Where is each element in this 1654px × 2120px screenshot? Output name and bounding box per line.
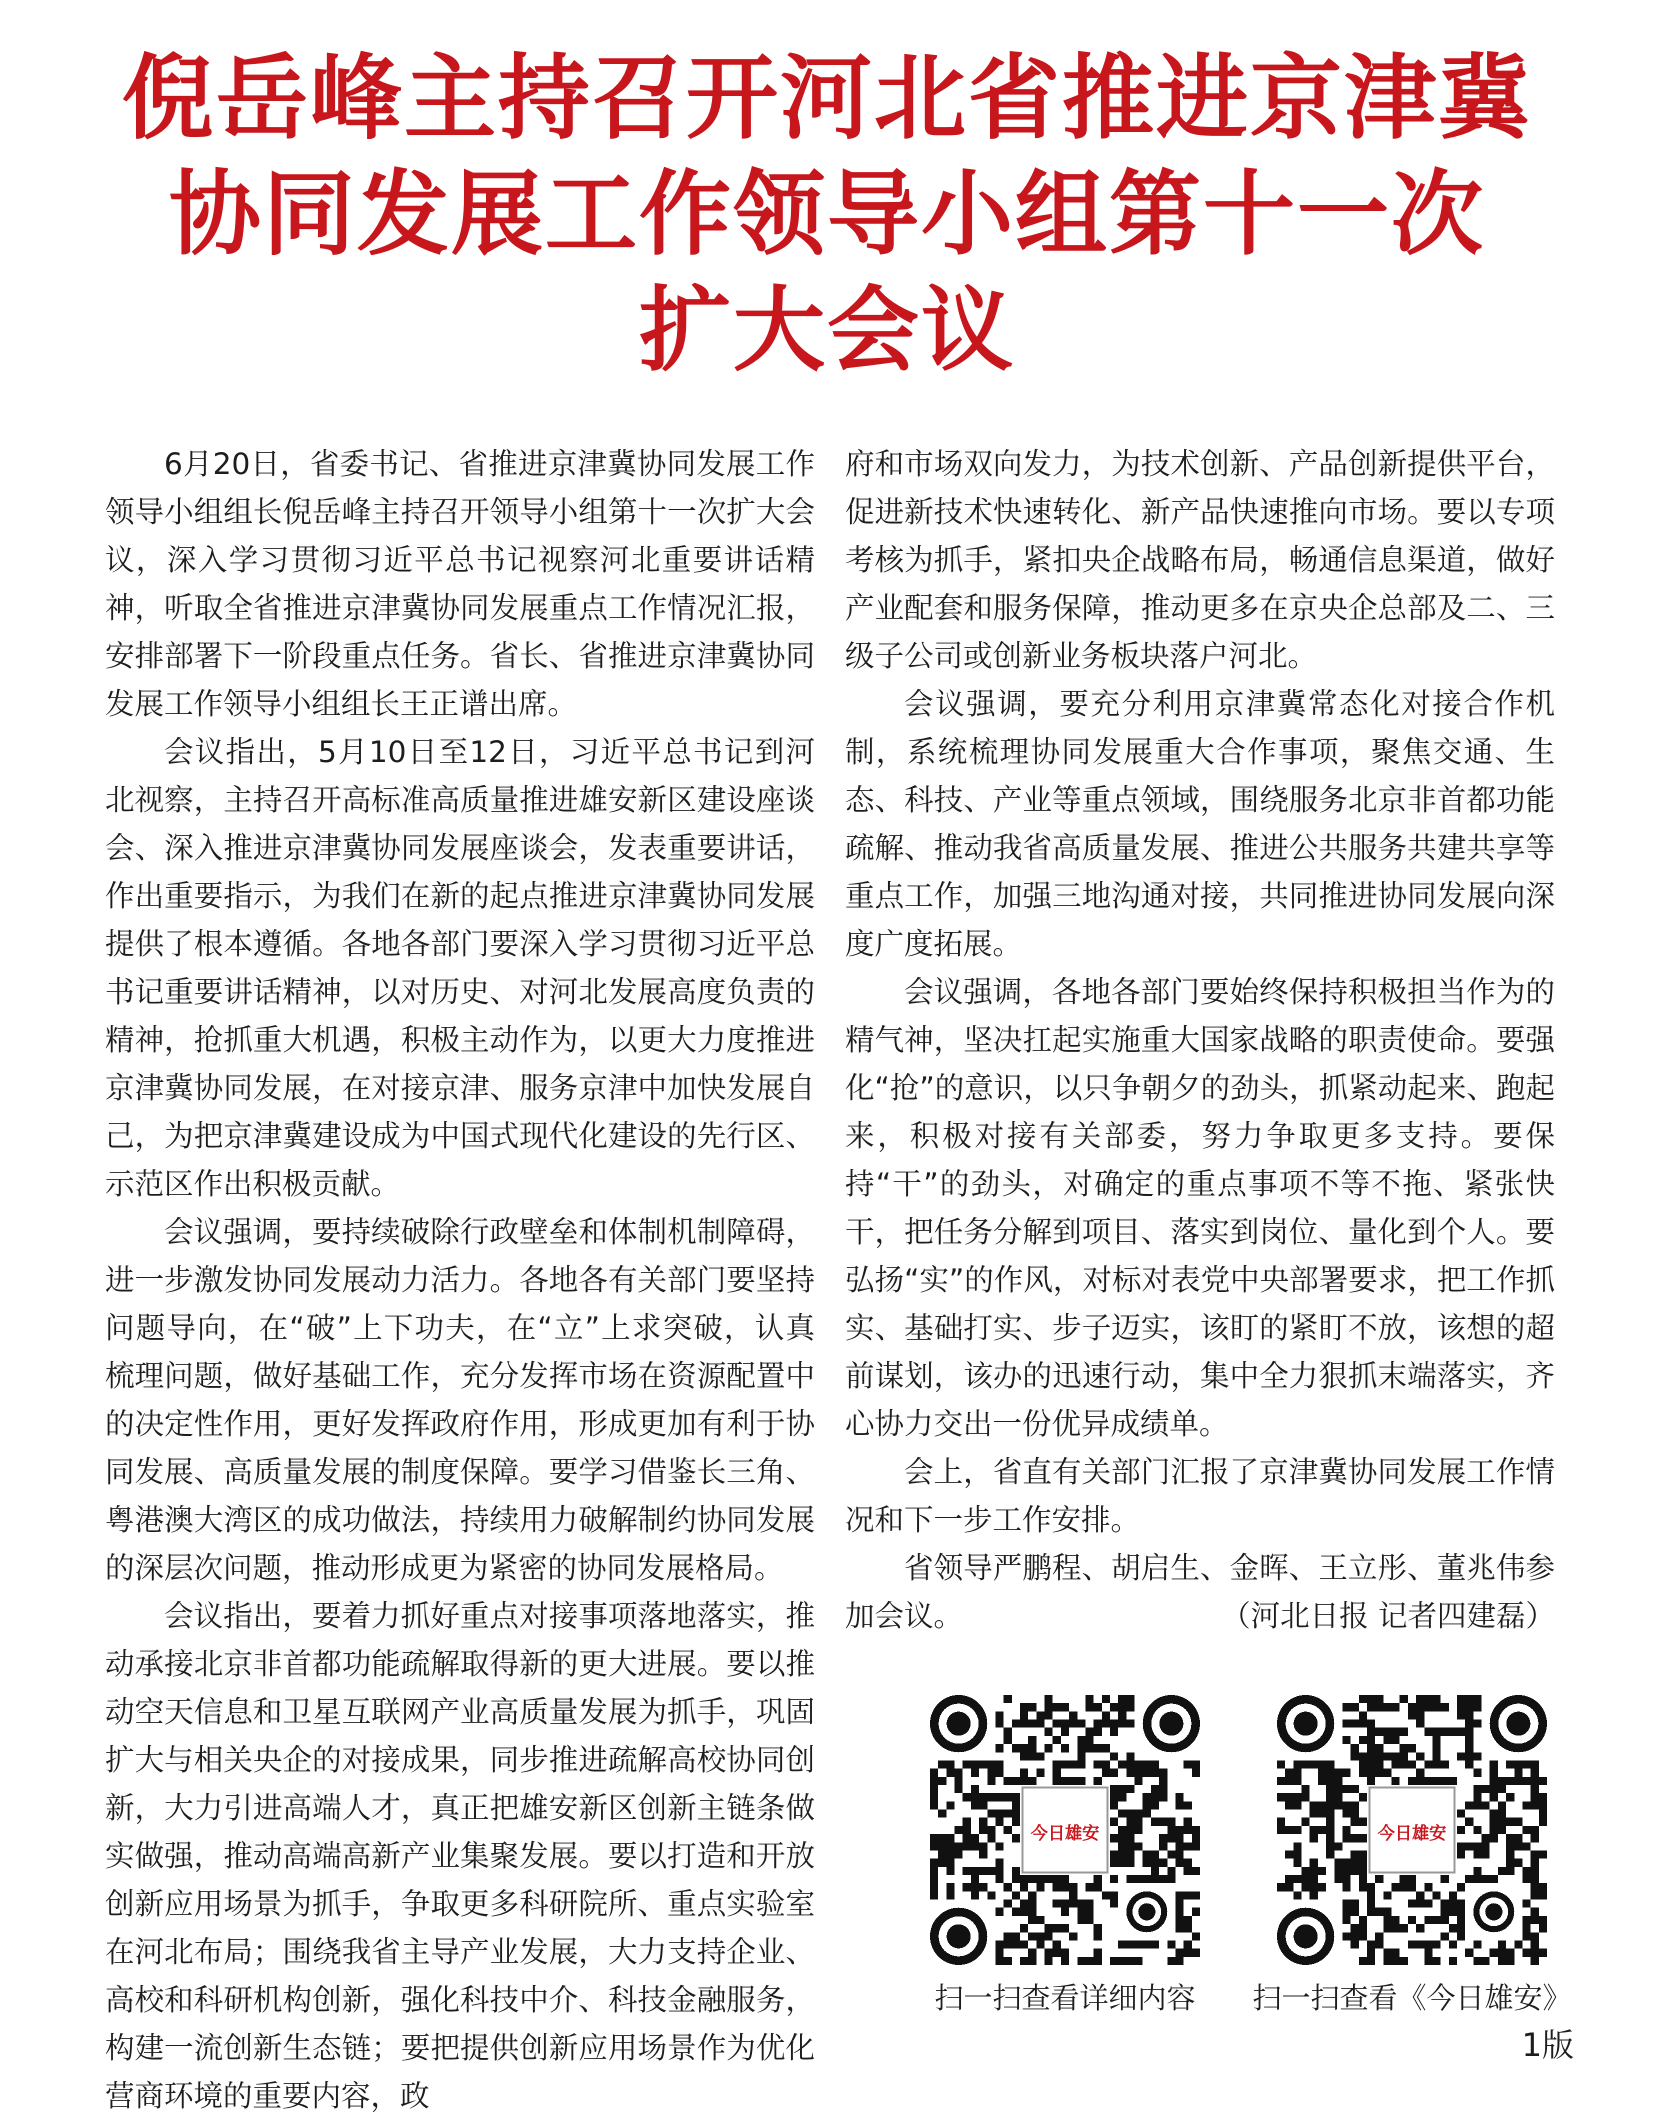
paragraph-2: 会议指出，5月10日至12日，习近平总书记到河北视察，主持召开高标准高质量推进雄安新区建设座谈会、深入推进京津冀协同发展座谈会，发表重要讲话，作出重要指示，为我们在新的起点推进京津冀协同发展提供了根本遵循。各地各部门要深入学习贯彻习近平总书记重要讲话精神，以对历史、对河北发展高度负责的精神，抢抓重大机遇，积极主动作为，以更大力度推进京津冀协同发展，在对接京津、服务京津中加快发展自己，为把京津冀建设成为中国式现代化建设的先行区、示范区作出积极贡献。 — [105, 735, 815, 1201]
paragraph-7: 会上，省直有关部门汇报了京津冀协同发展工作情况和下一步工作安排。 — [845, 1455, 1555, 1537]
byline: （河北日报 记者四建磊） — [1221, 1599, 1555, 1633]
paragraph-4-start: 会议指出，要着力抓好重点对接事项落地落实，推动承接北京非首都功能疏解取得新的更大进展。要以推动空天信息和卫星互联网产业高质量发展为抓手，巩固扩大与相关央企的对接成果，同步推进疏解高校协同创新，大力引进高端人才，真正把雄安新区创新主链条做实做强，推动高端高新产业集聚发展。要以打造和开放创新应用场景为抓手，争取更多科研院所、重点实验室在河北布局；围绕我省主导产业发展，大力支持企业、高校和科研机构创新，强化科技中介、科技金融服务，构建一流创新生态链；要把提供创新应用场景作为优化营商环境的重要内容，政 — [105, 1599, 815, 2113]
article-column-left — [105, 440, 815, 2120]
headline-line-2: 协同发展工作领导小组第十一次 — [168, 160, 1485, 268]
headline-line-3: 扩大会议 — [638, 276, 1015, 384]
page-number: 1版 — [1521, 2026, 1574, 2064]
headline-line-1: 倪岳峰主持召开河北省推进京津冀 — [121, 44, 1532, 152]
paragraph-1: 6月20日，省委书记、省推进京津冀协同发展工作领导小组组长倪岳峰主持召开领导小组第十一次扩大会议，深入学习贯彻习近平总书记视察河北重要讲话精神，听取全省推进京津冀协同发展重点工作情况汇报，安排部署下一阶段重点任务。省长、省推进京津冀协同发展工作领导小组组长王正谱出席。 — [105, 447, 815, 721]
qr-caption-today-xiongan: 扫一扫查看《今日雄安》 — [1252, 1981, 1572, 2015]
paragraph-8-text: 省领导严鹏程、胡启生、金晖、王立彤、董兆伟参加会议。 — [845, 1551, 1555, 1633]
qr-logo-text: 今日雄安 — [1030, 1824, 1100, 1844]
paragraph-8 — [845, 1544, 1555, 1640]
paragraph-3: 会议强调，要持续破除行政壁垒和体制机制障碍，进一步激发协同发展动力活力。各地各有关部门要坚持问题导向，在“破”上下功夫，在“立”上求突破，认真梳理问题，做好基础工作，充分发挥市场在资源配置中的决定性作用，更好发挥政府作用，形成更加有利于协同发展、高质量发展的制度保障。要学习借鉴长三角、粤港澳大湾区的成功做法，持续用力破解制约协同发展的深层次问题，推动形成更为紧密的协同发展格局。 — [105, 1215, 815, 1585]
paragraph-5: 会议强调，要充分利用京津冀常态化对接合作机制，系统梳理协同发展重大合作事项，聚焦交通、生态、科技、产业等重点领域，围绕服务北京非首都功能疏解、推动我省高质量发展、推进公共服务共建共享等重点工作，加强三地沟通对接，共同推进协同发展向深度广度拓展。 — [845, 687, 1555, 961]
headline — [0, 40, 1654, 388]
qr-code-icon — [1277, 1695, 1547, 1965]
qr-code-today-xiongan[interactable] — [1277, 1695, 1547, 1965]
qr-code-icon — [930, 1695, 1200, 1965]
paragraph-4-continued: 府和市场双向发力，为技术创新、产品创新提供平台，促进新技术快速转化、新产品快速推向市场。要以专项考核为抓手，紧扣央企战略布局，畅通信息渠道，做好产业配套和服务保障，推动更多在京央企总部及二、三级子公司或创新业务板块落户河北。 — [845, 447, 1555, 673]
article-column-right — [845, 440, 1555, 1640]
qr-caption-detail: 扫一扫查看详细内容 — [934, 1981, 1196, 2015]
qr-logo-text: 今日雄安 — [1377, 1824, 1447, 1844]
qr-code-detail[interactable] — [930, 1695, 1200, 1965]
paragraph-6: 会议强调，各地各部门要始终保持积极担当作为的精气神，坚决扛起实施重大国家战略的职责使命。要强化“抢”的意识，以只争朝夕的劲头，抓紧动起来、跑起来，积极对接有关部委，努力争取更多支持。要保持“干”的劲头，对确定的重点事项不等不拖、紧张快干，把任务分解到项目、落实到岗位、量化到个人。要弘扬“实”的作风，对标对表党中央部署要求，把工作抓实、基础打实、步子迈实，该盯的紧盯不放，该想的超前谋划，该办的迅速行动，集中全力狠抓末端落实，齐心协力交出一份优异成绩单。 — [845, 975, 1555, 1441]
